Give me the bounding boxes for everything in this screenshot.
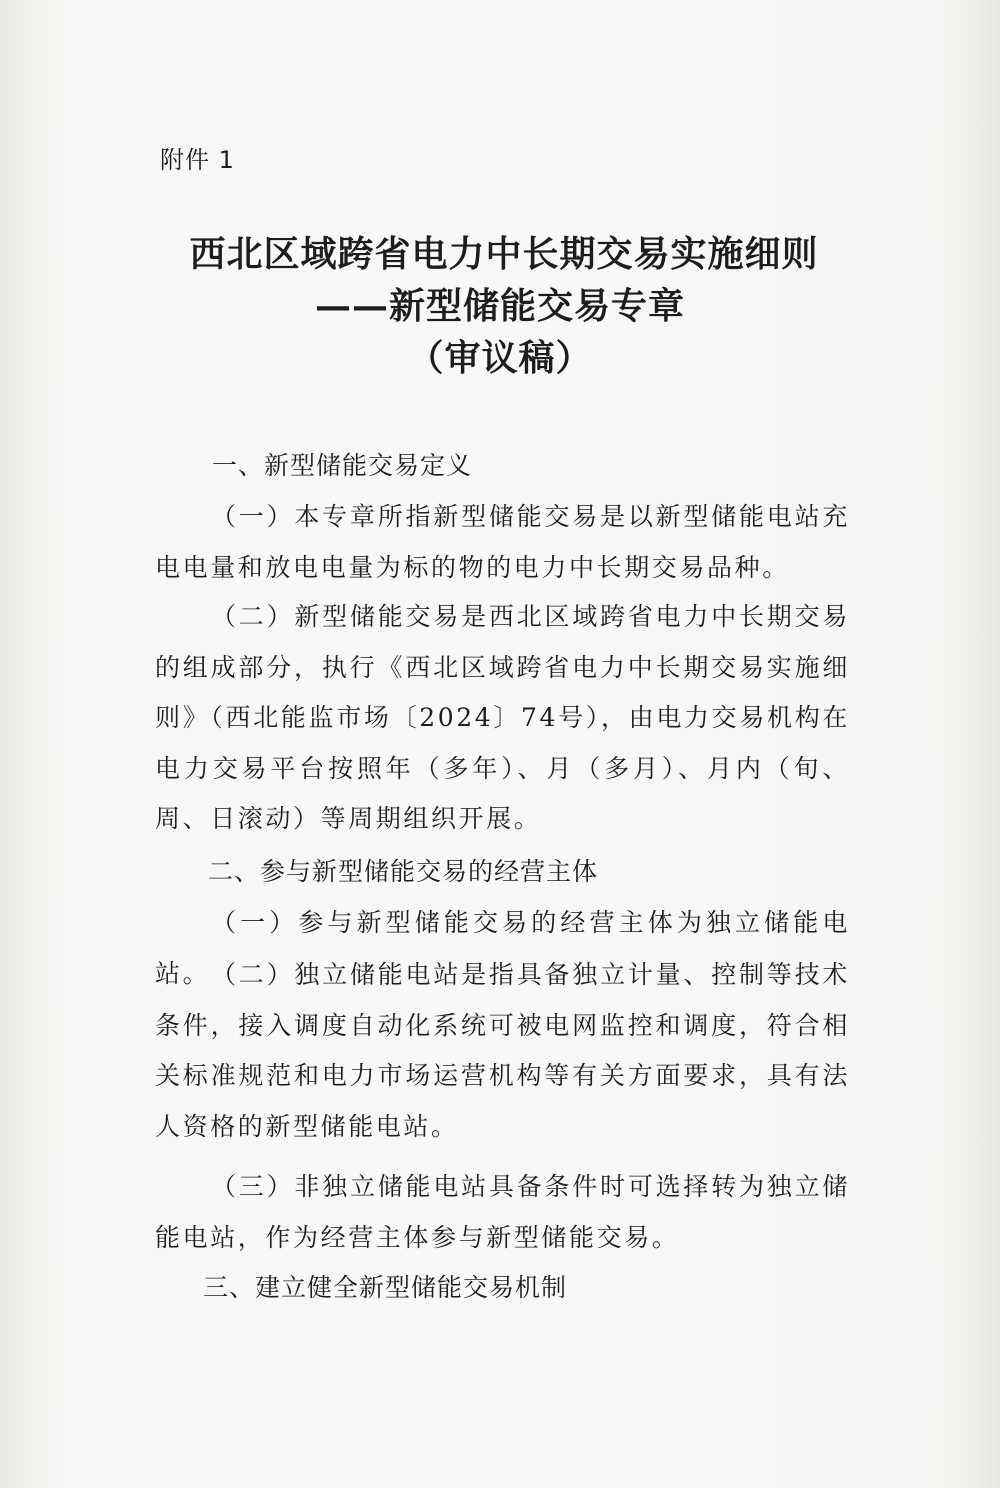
- section-2-paragraph-1: （一）参与新型储能交易的经营主体为独立储能电站。: [155, 908, 850, 988]
- section-1-heading: 一、新型储能交易定义: [212, 451, 473, 480]
- title-draft-note: （审议稿）: [407, 337, 593, 379]
- title-subtitle: ——新型储能交易专章: [314, 285, 685, 327]
- section-1-paragraph-1: （一）本专章所指新型储能交易是以新型储能电站充电电量和放电电量为标的物的电力中长期交易品种。: [155, 502, 850, 582]
- document-title: [0, 228, 1000, 384]
- title-main: 西北区域跨省电力中长期交易实施细则: [189, 233, 819, 275]
- attachment-label: 附件 1: [160, 146, 235, 174]
- section-2-heading: 二、参与新型储能交易的经营主体: [208, 857, 599, 886]
- section-2-paragraph-3: （三）非独立储能电站具备条件时可选择转为独立储能电站，作为经营主体参与新型储能交易。: [155, 1172, 850, 1252]
- section-1-paragraph-2: （二）新型储能交易是西北区域跨省电力中长期交易的组成部分，执行《西北区域跨省电力中长期交易实施细则》（西北能监市场〔2024〕74号），由电力交易机构在电力交易平台按照年（多年）、月（多月）、月内（旬、周、日滚动）等周期组织开展。: [155, 602, 850, 833]
- section-2-paragraph-2: （二）独立储能电站是指具备独立计量、控制等技术条件，接入调度自动化系统可被电网监控和调度，符合相关标准规范和电力市场运营机构等有关方面要求，具有法人资格的新型储能电站。: [155, 960, 850, 1141]
- section-3-heading: 三、建立健全新型储能交易机制: [203, 1273, 568, 1302]
